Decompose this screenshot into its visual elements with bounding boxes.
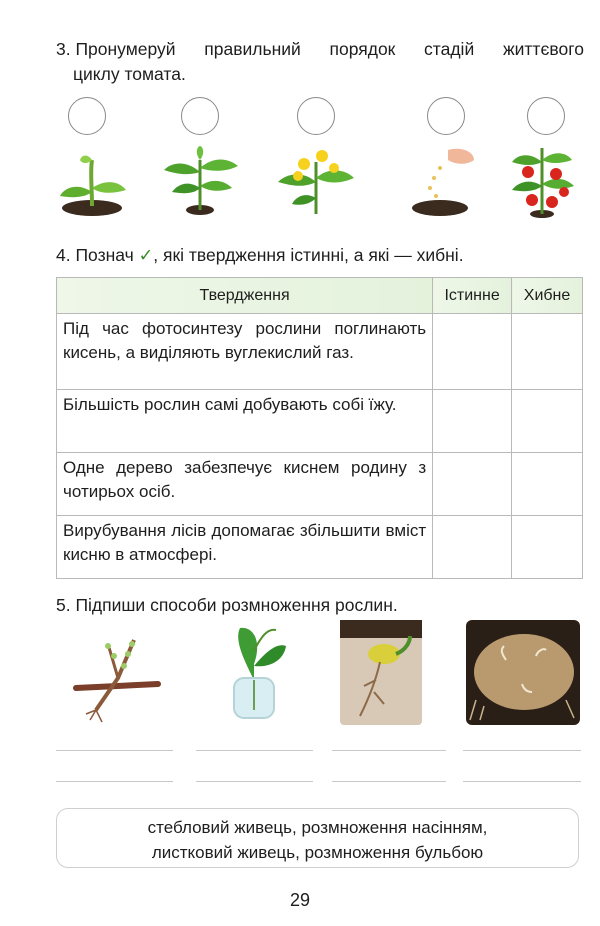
flowering-plant-icon <box>276 142 356 218</box>
table-header-row <box>57 278 583 314</box>
task-4-prefix: 4. Познач <box>56 245 134 265</box>
table-row <box>57 314 583 390</box>
task-4-instruction <box>56 243 464 268</box>
true-cell[interactable] <box>433 314 512 390</box>
order-circle-2[interactable] <box>181 97 219 135</box>
word: порядок <box>329 39 396 59</box>
answer-line[interactable] <box>196 781 313 782</box>
task-4-suffix: , які твердження істинні, а які — хибні. <box>153 245 464 265</box>
false-cell[interactable] <box>512 453 583 516</box>
order-circle-5[interactable] <box>527 97 565 135</box>
word: 3. Пронумеруй <box>56 39 176 59</box>
header-true: Істинне <box>433 278 512 314</box>
stem-cutting-icon <box>72 620 162 725</box>
true-cell[interactable] <box>433 453 512 516</box>
false-cell[interactable] <box>512 314 583 390</box>
statement-text: Під час фотосинтезу рослини поглинають кисень, а виділяють вуглекислий газ. <box>57 314 433 390</box>
propagation-pictures <box>0 620 600 725</box>
statement-text: Вирубування лісів допомагає збільшити вміст кисню в атмосфері. <box>57 516 433 579</box>
task-5-instruction: 5. Підпиши способи розмноження рослин. <box>56 595 398 615</box>
word-bank <box>56 808 579 868</box>
order-circles <box>0 97 600 137</box>
statement-text: Одне дерево забезпечує киснем родину з чотирьох осіб. <box>57 453 433 516</box>
answer-line[interactable] <box>332 750 446 751</box>
order-circle-4[interactable] <box>427 97 465 135</box>
statement-text: Більшість рослин самі добувають собі їжу. <box>57 390 433 453</box>
seed-sowing-icon <box>404 142 484 218</box>
true-cell[interactable] <box>433 516 512 579</box>
task-3-line2: циклу томата. <box>73 64 186 84</box>
false-cell[interactable] <box>512 516 583 579</box>
order-circle-3[interactable] <box>297 97 335 135</box>
word: життєвого <box>502 39 584 59</box>
header-false: Хибне <box>512 278 583 314</box>
task-3-instruction <box>56 37 584 87</box>
answer-line[interactable] <box>463 750 581 751</box>
answer-line[interactable] <box>332 781 446 782</box>
table-row <box>57 390 583 453</box>
page-number: 29 <box>289 890 311 910</box>
order-circle-1[interactable] <box>68 97 106 135</box>
answer-line[interactable] <box>56 750 173 751</box>
answer-line[interactable] <box>463 781 581 782</box>
statements-table <box>56 277 583 579</box>
young-plant-icon <box>160 142 240 218</box>
table-row <box>57 516 583 579</box>
leaf-cutting-in-jar-icon <box>214 620 294 725</box>
tomato-plant-icon <box>502 142 582 218</box>
word-bank-line-2: листковий живець, розмноження бульбою <box>151 843 484 862</box>
table-row <box>57 453 583 516</box>
tuber-icon <box>466 620 580 725</box>
tomato-stages <box>0 142 600 220</box>
header-statement: Твердження <box>57 278 433 314</box>
word-bank-line-1: стебловий живець, розмноження насінням, <box>147 818 488 837</box>
answer-line[interactable] <box>196 750 313 751</box>
true-cell[interactable] <box>433 390 512 453</box>
word: правильний <box>204 39 301 59</box>
seedling-icon <box>52 142 132 218</box>
check-icon: ✓ <box>138 245 154 265</box>
false-cell[interactable] <box>512 390 583 453</box>
answer-line[interactable] <box>56 781 173 782</box>
germinating-seed-icon <box>340 620 422 725</box>
word: стадій <box>424 39 475 59</box>
